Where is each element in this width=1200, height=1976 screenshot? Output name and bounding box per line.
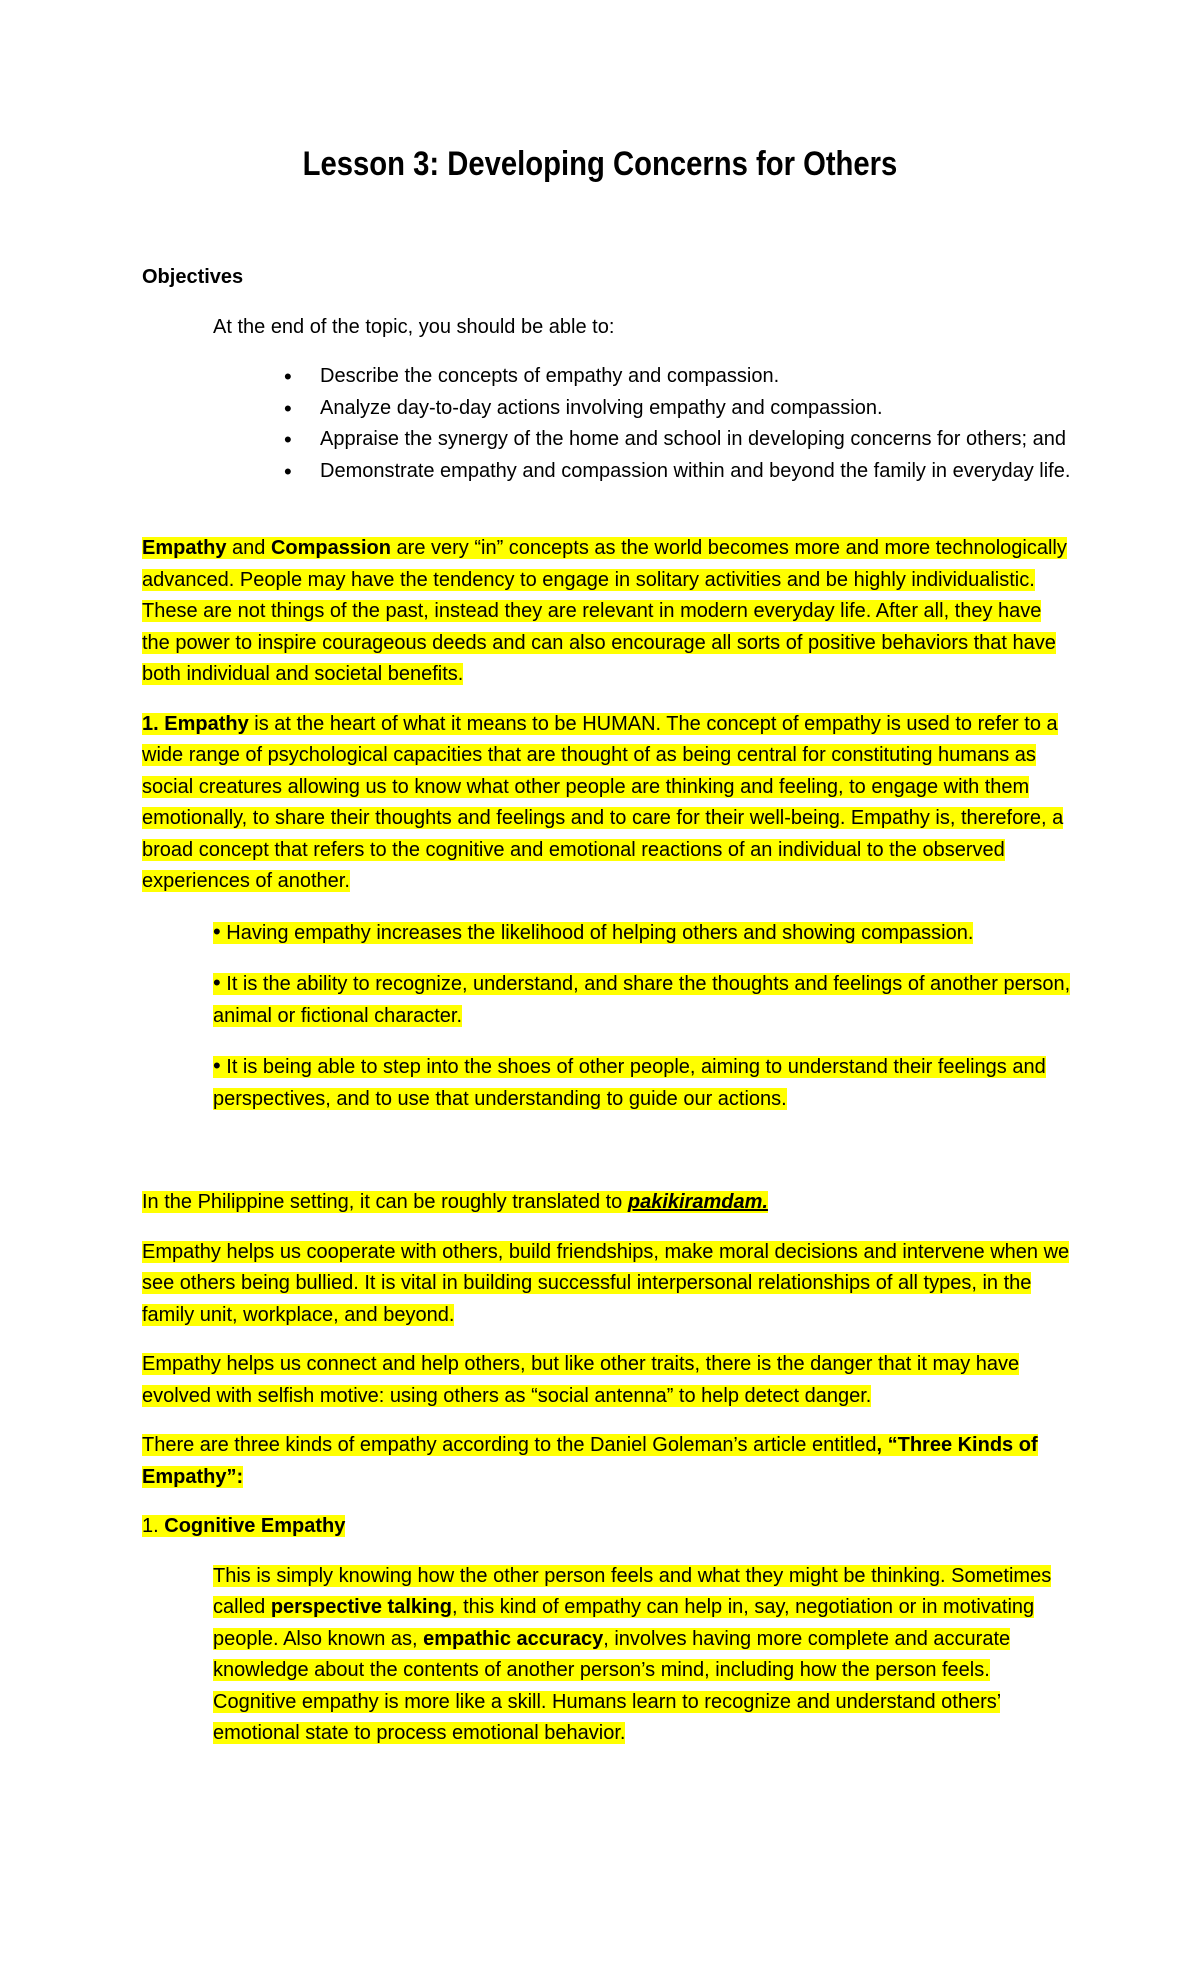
connect-paragraph [142,1349,1072,1412]
empathy-text: is at the heart of what it means to be HUMAN. The concept of empathy is used to refer to a wide range of psychological capacities that are thought of as being central for constituting humans as social creatures allowing us to know what other people are thinking and feeling, to engage with them emotionally, to share their thoughts and feelings and to care for their well-being. Empathy is, therefore, a broad concept that refers to the cognitive and emotional reactions of an individual to the observed experiences of another. [142,712,1064,892]
page-title: Lesson 3: Developing Concerns for Others [302,145,898,183]
philippine-paragraph [142,1187,1072,1219]
cooperate-paragraph [142,1237,1072,1332]
empathy-bullet [213,916,1072,950]
term-perspective-talking: perspective talking [270,1596,452,1618]
three-kinds-text: There are three kinds of empathy according to the Daniel Goleman’s article entitled [142,1434,877,1456]
objectives-intro: At the end of the topic, you should be able to: [213,315,615,338]
empathy-bullet-text: It is the ability to recognize, understand, and share the thoughts and feelings of another person, animal or fictional character. [213,973,1071,1027]
cognitive-text-3: , involves having more complete and accurate knowledge about the contents of another person’s mind, including how the person feels. Cognitive empathy is more like a skill. Humans learn to recognize and understand others’ emotional state to process emotional behavior. [213,1627,1011,1744]
three-kinds-paragraph [142,1430,1072,1493]
connect-text: Empathy helps us connect and help others, but like other traits, there is the danger that it may have evolved with selfish motive: using others as “social antenna” to help detect danger. [142,1353,1020,1407]
cognitive-heading-text: Cognitive Empathy [164,1515,346,1537]
intro-text: are very “in” concepts as the world becomes more and more technologically advanced. People may have the tendency to engage in solitary activities and be highly individualistic. These are not things of the past, instead they are relevant in modern everyday life. After all, they have the power to inspire courageous deeds and can also encourage all sorts of positive behaviors that have both individual and societal benefits. [142,537,1067,685]
cooperate-text: Empathy helps us cooperate with others, build friendships, make moral decisions and intervene when we see others being bullied. It is vital in building successful interpersonal relationships of all types, in the family unit, workplace, and beyond. [142,1240,1070,1326]
term-empathic-accuracy: empathic accuracy [423,1627,604,1650]
objectives-list [142,361,1072,487]
bullet-icon: • [213,918,221,944]
bullet-icon: • [213,1053,221,1078]
empathy-bullet [213,967,1072,1032]
cognitive-text-1: This is simply knowing how the other person feels and what they might be thinking. Sometimes called [213,1564,1052,1618]
cognitive-paragraph [213,1561,1072,1750]
objective-item: • Describe the concepts of empathy and compassion. [320,361,1072,393]
bullet-icon: • [213,970,221,995]
objectives-heading: Objectives [142,266,244,288]
term-pakikiramdam: pakikiramdam. [627,1191,768,1213]
term-empathy: Empathy [142,537,227,559]
text-and: and [226,537,271,559]
term-compassion: Compassion [270,537,391,559]
intro-paragraph [142,533,1072,691]
cognitive-number: 1. [142,1515,165,1537]
objective-item: • Demonstrate empathy and compassion within and beyond the family in everyday life. [320,456,1072,488]
objective-item: • Analyze day-to-day actions involving empathy and compassion. [320,393,1072,425]
empathy-bullet [213,1050,1072,1115]
empathy-paragraph [142,709,1072,898]
article-title: , “Three Kinds of Empathy”: [142,1434,1038,1488]
philippine-text: In the Philippine setting, it can be roughly translated to [142,1191,628,1213]
objective-item: • Appraise the synergy of the home and school in developing concerns for others; and [320,424,1072,456]
empathy-bullet-text: It is being able to step into the shoes of other people, aiming to understand their feelings and perspectives, and to use that understanding to guide our actions. [213,1056,1046,1110]
document-body [142,262,1072,1750]
cognitive-heading [142,1511,1072,1543]
cognitive-text-2: , this kind of empathy can help in, say, negotiation or in motivating people. Also known as, [213,1596,1035,1650]
empathy-term: 1. Empathy [142,712,249,735]
empathy-bullet-text: Having empathy increases the likelihood of helping others and showing compassion. [226,921,974,944]
